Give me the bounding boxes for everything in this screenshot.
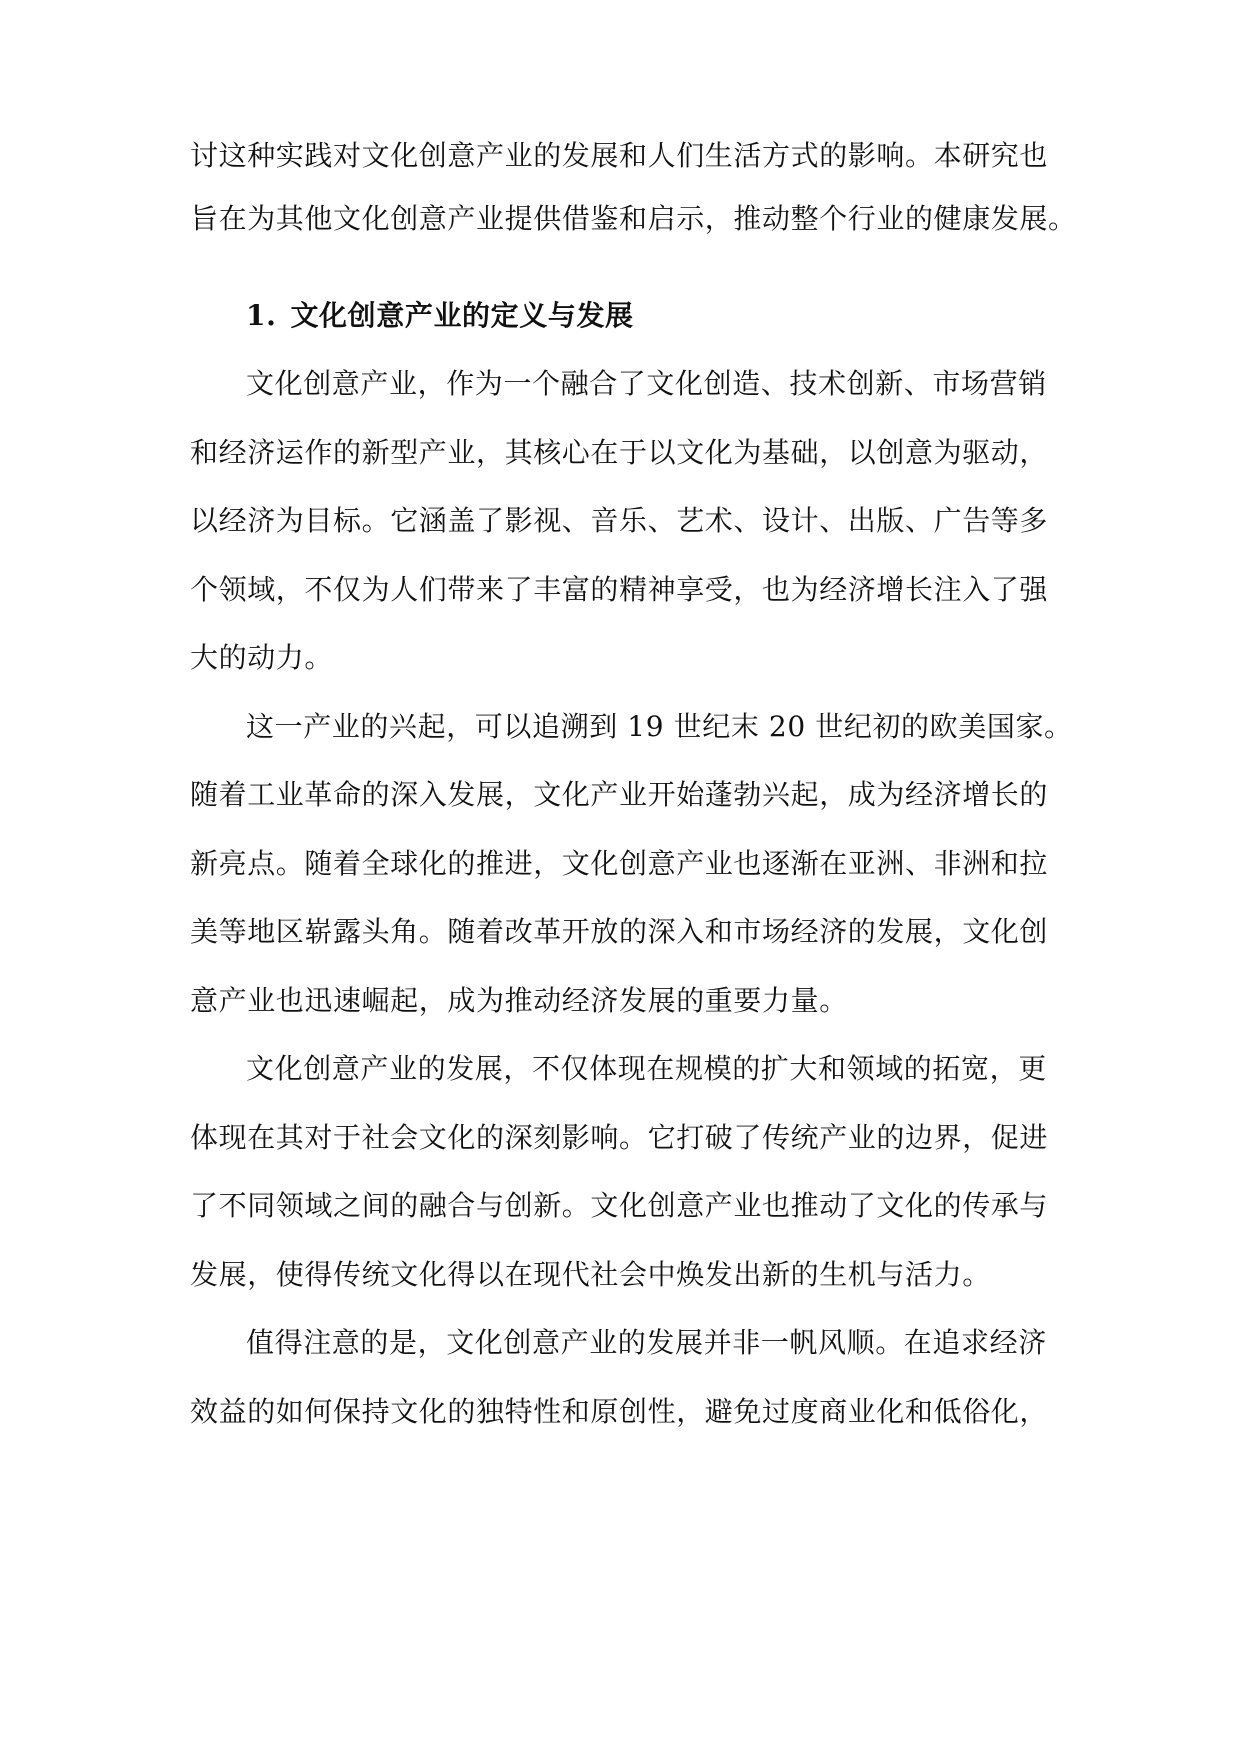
section-number: 1. bbox=[246, 299, 277, 332]
intro-line: 讨这种实践对文化创意产业的发展和人们生活方式的影响。本研究也 bbox=[190, 139, 1049, 172]
paragraph-line: 个领域，不仅为人们带来了丰富的精神享受，也为经济增长注入了强 bbox=[190, 573, 1049, 606]
paragraph-line: 和经济运作的新型产业，其核心在于以文化为基础，以创意为驱动， bbox=[190, 436, 1049, 469]
intro-line: 旨在为其他文化创意产业提供借鉴和启示，推动整个行业的健康发展。 bbox=[190, 202, 1077, 235]
paragraph-line: 文化创意产业的发展，不仅体现在规模的扩大和领域的拓宽，更 bbox=[246, 1052, 1047, 1085]
paragraph-line: 发展，使得传统文化得以在现代社会中焕发出新的生机与活力。 bbox=[190, 1258, 991, 1291]
section-heading bbox=[246, 296, 634, 336]
paragraph-line: 随着工业革命的深入发展，文化产业开始蓬勃兴起，成为经济增长的 bbox=[190, 778, 1049, 811]
paragraph-line: 意产业也迅速崛起，成为推动经济发展的重要力量。 bbox=[190, 984, 848, 1017]
paragraph-line: 美等地区崭露头角。随着改革开放的深入和市场经济的发展，文化创 bbox=[190, 915, 1049, 948]
paragraph-line: 效益的如何保持文化的独特性和原创性，避免过度商业化和低俗化， bbox=[190, 1395, 1049, 1428]
paragraph-line: 值得注意的是，文化创意产业的发展并非一帆风顺。在追求经济 bbox=[246, 1326, 1047, 1359]
section-title: 文化创意产业的定义与发展 bbox=[290, 299, 634, 332]
paragraph-line: 了不同领域之间的融合与创新。文化创意产业也推动了文化的传承与 bbox=[190, 1189, 1049, 1222]
paragraph-line: 新亮点。随着全球化的推进，文化创意产业也逐渐在亚洲、非洲和拉 bbox=[190, 847, 1049, 880]
paragraph-line: 这一产业的兴起，可以追溯到 19 世纪末 20 世纪初的欧美国家。 bbox=[246, 710, 1073, 743]
paragraph-line: 体现在其对于社会文化的深刻影响。它打破了传统产业的边界，促进 bbox=[190, 1121, 1049, 1154]
paragraph-line: 文化创意产业，作为一个融合了文化创造、技术创新、市场营销 bbox=[246, 367, 1047, 400]
paragraph-line: 以经济为目标。它涵盖了影视、音乐、艺术、设计、出版、广告等多 bbox=[190, 504, 1049, 537]
paragraph-line: 大的动力。 bbox=[190, 641, 334, 674]
